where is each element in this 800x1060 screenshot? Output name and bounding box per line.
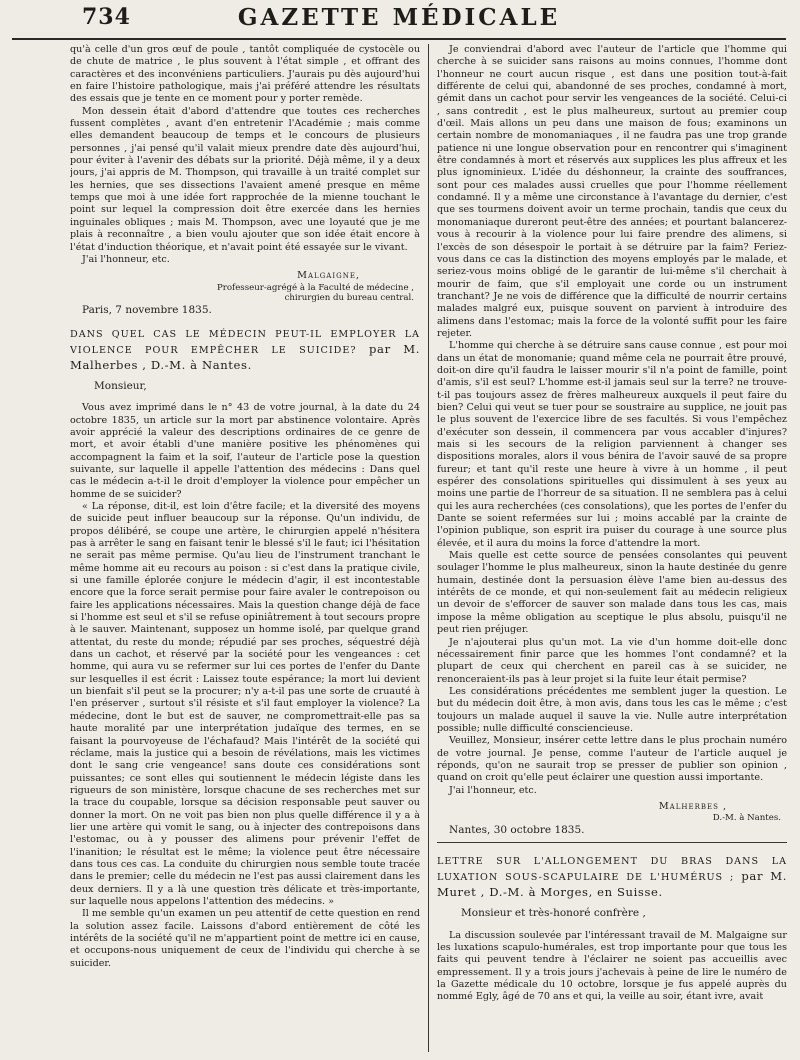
paragraph: Vous avez imprimé dans le n° 43 de votre journal, à la date du 24 octobre 1835, un article sur la mort par abstinence volontaire. Après avoir apprécié la valeur des descriptions ordinaires de ce genre de mort, et avoir établi d'une manière positive les phénomènes qui accompagnent la faim et la soif, l'auteur de l'article pose la question suivante, sur laquelle il appelle l'attention des médecins : Dans quel cas le médecin a-t-il le droit d'employer la violence pour empêcher un homme de se suicider? — [70, 402, 420, 500]
divider — [437, 842, 787, 843]
salutation: Monsieur, — [94, 379, 147, 392]
paragraph: Les considérations précédentes me semblent juger la question. Le but du médecin doit être, à mon avis, dans tous les cas le même ; c'est toujours un malade auquel il sauve la vie. Nulle autre interprétation possible; nulle difficulté consciencieuse. — [437, 685, 787, 734]
article-title — [437, 853, 787, 899]
paragraph: Veuillez, Monsieur, insérer cette lettre dans le plus prochain numéro de votre journal. Je pense, comme l'auteur de l'article auquel je réponds, qu'on ne saurait trop se presser de publier son opinion , quand on croit qu'elle peut éclairer une question aussi importante. — [437, 735, 787, 784]
paragraph: La discussion soulevée par l'intéressant travail de M. Malgaigne sur les luxations scapulo-humérales, est trop importante pour que tous les faits qui peuvent tendre à l'éclairer ne soient pas accueillis avec empressement. Il y a trois jours j'achevais à peine de lire le numéro de la Gazette médicale du 10 octobre, lorsque je fus appelé auprès du nommé Egly, âgé de 70 ans et qui, la veille au soir, étant ivre, avait — [437, 929, 787, 1003]
right-column — [428, 44, 787, 1052]
quoted-paragraph: « La réponse, dit-il, est loin d'être facile; et la diversité des moyens de suicide peut influer beaucoup sur la réponse. Qu'un individu, de propos délibéré, se coupe une artère, le chirurgien appelé n'hésitera pas à arrêter le sang en faisant tenir le blessé s'il le faut; ici l'hésitation ne serait pas même permise. Qu'au lieu de l'instrument tranchant le même homme ait eu recours au poison : si c'est dans la pratique civile, si une famille éplorée conjure le médecin d'agir, il est incontestable encore que la force serait permise pour faire avaler le contrepoison ou faire les applications nécessaires. Mais la question change déjà de face si l'homme est seul et s'il se refuse opiniâtrement à tout secours propre à le sauver. Maintenant, supposez un homme isolé, par quelque grand attentat, du reste du monde; répudié par ses proches, séquestré déjà dans un cachot, et réservé par la société pour les vengeances : cet homme, qui aura vu se refermer sur lui ces portes de l'enfer du Dante sur lesquelles il est écrit : Laissez toute espérance; la mort lui devient un bienfait s'il peut se la procurer; n'y a-t-il pas une sorte de cruauté à l'en préserver , surtout s'il résiste et s'il faut employer la violence? La médecine, dont le but est de sauver, ne compromettrait-elle pas sa haute moralité par une interprétation judaïque des termes, en se faisant la pourvoyeuse de l'échafaud? Mais l'intérêt de la société qui réclame, mais la justice qui a besoin de révélations, mais les victimes dont le sang crie vengeance! sans doute ces considérations sont puissantes; ce sont elles qui soutiennent le médecin légiste dans les rigueurs de son ministère, lorsque chacune de ses recherches met sur la trace du coupable, lorsque sa décision responsable peut sauver ou donner la mort. On ne voit pas bien non plus quelle différence il y a à lier une artère qui vomit le sang, ou à injecter des contrepoisons dans l'estomac, ou à y pousser des alimens pour prévenir l'effet de l'inanition; le résultat est le même; la violence peut être nécessaire dans tous ces cas. La conduite du chirurgien nous semble toute tracée dans le premier; celle du médecin ne l'est pas aussi clairement dans les deux derniers. Il y a là une question très délicate et très-importante, sur laquelle nous appelons l'attention des médecins. » — [70, 500, 420, 907]
dateline: Nantes, 30 octobre 1835. — [449, 823, 585, 836]
signature-block — [437, 801, 787, 824]
left-column — [70, 44, 428, 1052]
paragraph: qu'à celle d'un gros œuf de poule , tantôt compliquée de cystocèle ou de chute de matrice , le plus souvent à l'état simple , et offrant des caractères et des inconvéniens particuliers. J'aurais pu dès aujourd'hui en faire l'histoire pathologique, mais j'ai préféré attendre les résultats des essais que je tente en ce moment pour y porter remède. — [70, 44, 420, 105]
dateline: Paris, 7 novembre 1835. — [82, 303, 212, 316]
article-title — [70, 326, 420, 372]
paragraph: Je conviendrai d'abord avec l'auteur de l'article que l'homme qui cherche à se suicider sans raisons au moins connues, l'homme dont l'honneur ne court aucun risque , est dans une position tout-à-fait différente de celui qui, abandonné de ses proches, condamné à mort, gémit dans un cachot pour servir les vengeances de la société. Celui-ci , sans contredit , est le plus malheureux, surtout au premier coup d'œil. Mais allons un peu dans une maison de fous; examinons un certain nombre de monomaniaques , il ne faudra pas une trop grande patience ni une longue observation pour en rencontrer qui s'imaginent être condamnés à mort et réservés aux supplices les plus affreux et les plus ignominieux. L'idée du déshonneur, la crainte des souffrances, sont pour ces malades aussi cruelles que pour l'homme réellement condamné. Il y a même une circonstance à l'avantage du dernier, c'est que ses tourmens doivent avoir un terme prochain, tandis que ceux du monomaniaque dureront peut-être des années; et pourtant balancerez-vous à recourir à la violence pour lui faire prendre des alimens, si l'excès de son désespoir le portait à se détruire par la faim? Feriez-vous dans ce cas la distinction des moyens employés par le malade, et seriez-vous moins obligé de le garantir de lui-même s'il cherchait à mourir de faim, que s'il employait une corde ou un instrument tranchant? Je ne vois de différence que la difficulté de nourrir certains malades malgré eux, puisque souvent on parvient à introduire des alimens dans l'estomac; mais la force de la volonté suffit pour les faire rejeter. — [437, 44, 787, 339]
signature-name: Malgaigne, — [297, 270, 360, 282]
article-title-byline: par M. Malherbes , D.-M. à Nantes. — [70, 341, 420, 372]
signature-block — [70, 270, 420, 303]
salutation: Monsieur et très-honoré confrère , — [461, 907, 646, 920]
article-title-caps: LETTRE SUR L'ALLONGEMENT DU BRAS DANS LA LUXATION SOUS-SCAPULAIRE DE L'HUMÉRUS ; — [437, 856, 787, 884]
paragraph: Mon dessein était d'abord d'attendre que toutes ces recherches fussent complètes , avant d'en entretenir l'Académie ; mais comme elles demandent beaucoup de temps et le concours de plusieurs personnes , j'ai pensé qu'il valait mieux prendre date dès aujourd'hui, pour éviter à l'avenir des débats sur la priorité. Déjà même, il y a deux jours, j'ai appris de M. Thompson, qui travaille à un traité complet sur les hernies, que ses dissections l'avaient amené presque en même temps que moi à une idée fort rapprochée de la mienne touchant le point sur lequel la compression doit être exercée dans les hernies inguinales obliques ; mais M. Thompson, avec une loyauté que je me plais à reconnaître , a bien voulu ajouter que son idée était encore à l'état d'induction théorique, et n'avait point été essayée sur le vivant. — [70, 105, 420, 253]
signature-name: Malherbes , — [658, 800, 727, 812]
paragraph: J'ai l'honneur, etc. — [82, 253, 170, 265]
paragraph: Mais quelle est cette source de pensées consolantes qui peuvent soulager l'homme le plus malheureux, sinon la haute destinée du genre humain, destinée dont la persuasion élève l'ame bien au-dessus des intérêts de ce monde, et qui non-seulement fait au médecin religieux un devoir de s'efforcer de sauver son malade dans tous les cas, mais impose la même obligation au sceptique le plus absolu, puisqu'il ne peut rien préjuger. — [437, 550, 787, 636]
signature-title: Professeur-agrégé à la Faculté de médecine , — [216, 282, 414, 293]
signature-title: D.-M. à Nantes. — [712, 813, 781, 824]
paragraph: J'ai l'honneur, etc. — [449, 784, 537, 796]
page-header — [12, 0, 786, 40]
article-title-caps: DANS QUEL CAS LE MÉDECIN PEUT-IL EMPLOYER LA VIOLENCE POUR EMPÊCHER LE SUICIDE? — [70, 328, 420, 356]
article-title-byline: par M. Muret , D.-M. à Morges, en Suisse. — [437, 869, 787, 900]
text-columns — [70, 44, 790, 1052]
paragraph: Il me semble qu'un examen un peu attentif de cette question en rend la solution assez facile. Laissons d'abord entièrement de côté les intérêts de la société qu'il ne m'appartient point de mettre ici en cause, et occupons-nous uniquement de ceux de l'individu qui cherche à se suicider. — [70, 908, 420, 969]
paragraph: L'homme qui cherche à se détruire sans cause connue , est pour moi dans un état de monomanie; quand même cela ne pourrait être prouvé, doit-on dire qu'il faudra le laisser mourir s'il n'a point de famille, point d'amis, s'il est seul? L'homme est-il jamais seul sur la terre? ne trouve-t-il pas toujours assez de frères malheureux auxquels il peut faire du bien? Celui qui veut se tuer pour se soustraire au supplice, ne jouit pas le plus souvent de l'exercice libre de ses facultés. Si vous l'empêchez d'exécuter son dessein, il commencera par vous accabler d'injures? mais si les secours de la religion parviennent à changer ses dispositions morales, alors il vous bénira de l'avoir sauvé de sa propre fureur; et tant qu'il reste une heure à vivre à un homme , il peut espérer des consolations spirituelles qui dissimulent à ses yeux au moins une partie de l'horreur de sa situation. Il ne semblera pas à celui qui les aura recherchées (ces consolations), que les portes de l'enfer du Dante se soient refermées sur lui ; moins accablé par la crainte de l'opinion publique, son esprit ira puiser du courage à une source plus élevée, et il aura du moins la force d'attendre la mort. — [437, 340, 787, 549]
running-head: GAZETTE MÉDICALE — [237, 4, 561, 31]
paragraph: Je n'ajouterai plus qu'un mot. La vie d'un homme doit-elle donc nécessairement finir parce que les hommes l'ont condamné? et la plupart de ceux qui cherchent en pareil cas à se suicider, ne renonceraient-ils pas à leur projet si la fuite leur était permise? — [437, 636, 787, 685]
signature-title: chirurgien du bureau central. — [284, 293, 414, 304]
page-number: 734 — [82, 4, 131, 30]
